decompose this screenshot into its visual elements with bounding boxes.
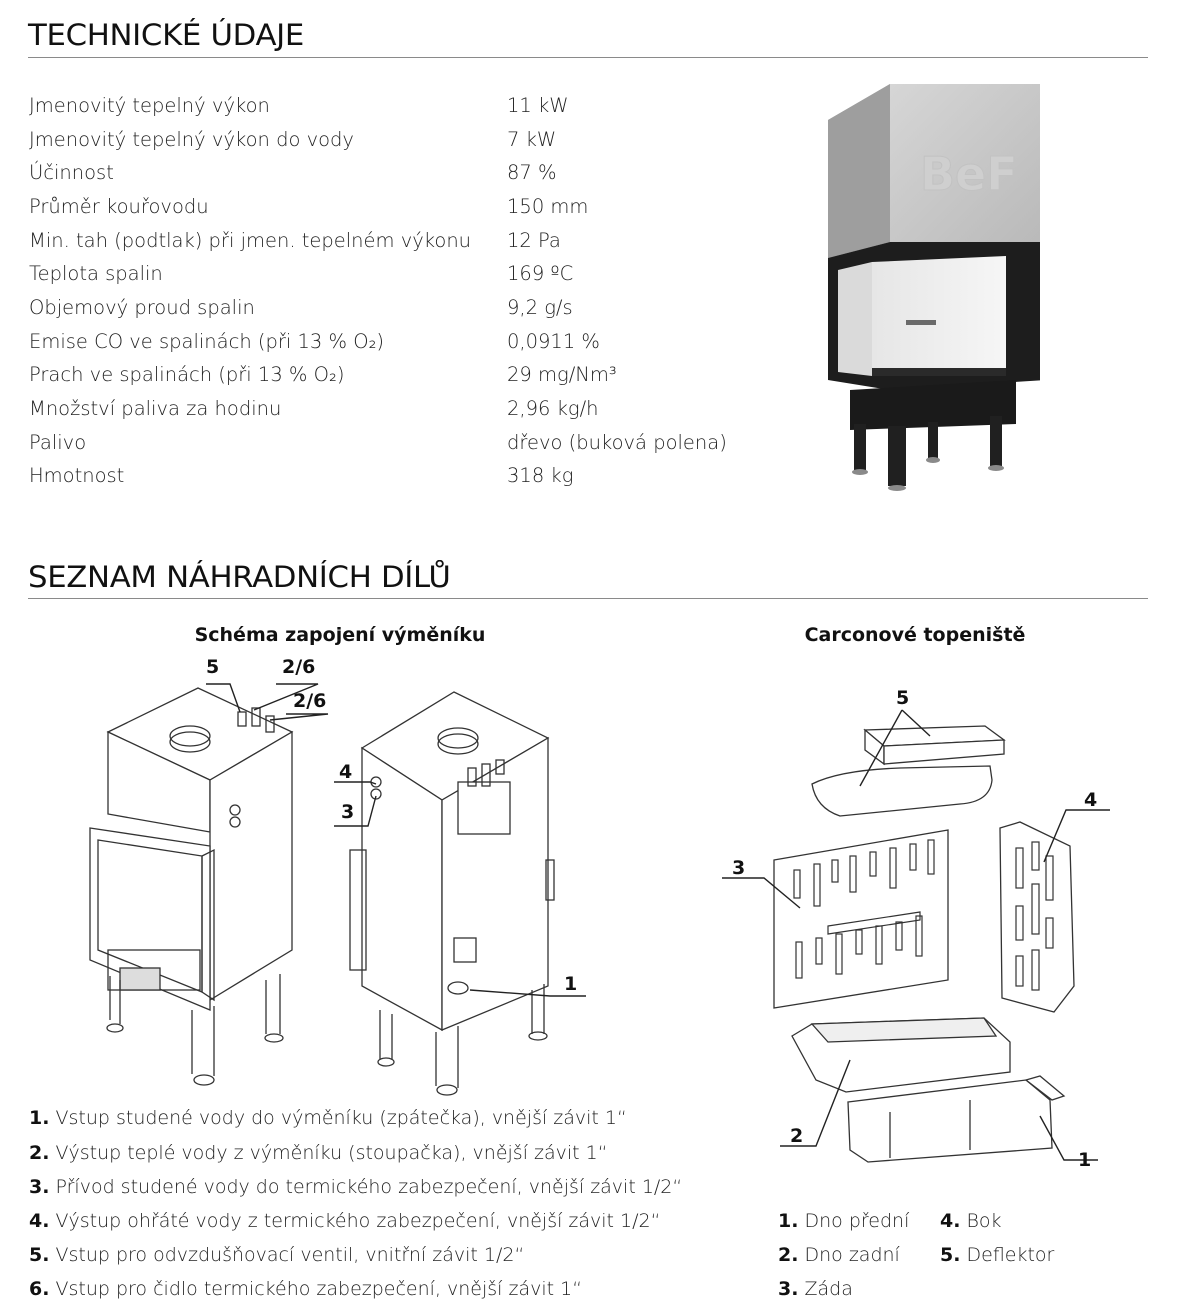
spec-row <box>29 94 769 124</box>
spec-row <box>29 262 769 292</box>
callout-label: 4 <box>1084 789 1098 811</box>
legend-number: 1. <box>778 1210 799 1232</box>
spec-value: 9,2 g/s <box>507 296 573 319</box>
spec-value: 87 % <box>507 161 557 184</box>
legend-text: Vstup studené vody do výměníku (zpátečka), vnější závit 1“ <box>49 1107 627 1129</box>
legend-item <box>778 1244 900 1266</box>
spec-row <box>29 397 769 427</box>
fireplace-product-image <box>820 80 1040 500</box>
legend-number: 2. <box>778 1244 799 1266</box>
spec-label: Hmotnost <box>29 464 125 487</box>
legend-item <box>29 1278 582 1300</box>
legend-number: 1. <box>29 1107 50 1129</box>
legend-text: Bok <box>960 1210 1002 1232</box>
spec-row <box>29 464 769 494</box>
legend-number: 4. <box>29 1210 50 1232</box>
legend-number: 2. <box>29 1142 50 1164</box>
callout-label: 2/6 <box>293 690 327 712</box>
legend-item <box>940 1244 1054 1266</box>
legend-text: Vstup pro čidlo termického zabezpečení, vnější závit 1“ <box>49 1278 583 1300</box>
spec-row <box>29 296 769 326</box>
callout-label: 2 <box>790 1125 804 1147</box>
spec-label: Min. tah (podtlak) při jmen. tepelném výkonu <box>29 229 472 252</box>
spec-value: 12 Pa <box>507 229 561 252</box>
spec-label: Jmenovitý tepelný výkon <box>29 94 270 117</box>
legend-text: Výstup ohřáté vody z termického zabezpečení, vnější závit 1/2“ <box>49 1210 661 1232</box>
legend-item <box>29 1176 682 1198</box>
exchanger-diagram-caption: Schéma zapojení výměníku <box>194 624 486 646</box>
spec-label: Emise CO ve spalinách (při 13 % O₂) <box>29 330 385 353</box>
spec-value: 169 ºC <box>507 262 574 285</box>
spec-label: Množství paliva za hodinu <box>29 397 282 420</box>
spec-label: Palivo <box>29 431 87 454</box>
legend-text: Přívod studené vody do termického zabezpečení, vnější závit 1/2“ <box>49 1176 683 1198</box>
spec-label: Jmenovitý tepelný výkon do vody <box>29 128 354 151</box>
legend-text: Dno přední <box>798 1210 910 1232</box>
parts-section-title: SEZNAM NÁHRADNÍCH DÍLŮ <box>28 560 451 594</box>
exchanger-front-view <box>90 688 292 1085</box>
legend-text: Dno zadní <box>798 1244 900 1266</box>
legend-item <box>778 1210 909 1232</box>
legend-text: Vstup pro odvzdušňovací ventil, vnitřní závit 1/2“ <box>49 1244 525 1266</box>
parts-title-rule <box>28 598 1148 599</box>
spec-row <box>29 431 769 461</box>
brand-mark: BeF <box>920 147 1018 201</box>
firebox-exploded-diagram <box>720 680 1120 1180</box>
spec-value: 0,0911 % <box>507 330 600 353</box>
callout-label: 5 <box>896 687 910 709</box>
spec-row <box>29 161 769 191</box>
legend-number: 3. <box>29 1176 50 1198</box>
exchanger-rear-view <box>350 692 554 1095</box>
firebox-diagram-caption: Carconové topeniště <box>804 624 1026 646</box>
spec-label: Prach ve spalinách (při 13 % O₂) <box>29 363 345 386</box>
legend-item <box>940 1210 1002 1232</box>
legend-text: Deflektor <box>960 1244 1055 1266</box>
spec-row <box>29 195 769 225</box>
tech-section-title: TECHNICKÉ ÚDAJE <box>28 18 305 52</box>
legend-item <box>778 1278 853 1300</box>
callout-label: 1 <box>564 973 578 995</box>
legend-number: 4. <box>940 1210 961 1232</box>
spec-row <box>29 330 769 360</box>
legend-item <box>29 1244 524 1266</box>
legend-item <box>29 1107 627 1129</box>
callout-label: 3 <box>341 801 355 823</box>
legend-number: 6. <box>29 1278 50 1300</box>
callout-label: 2/6 <box>282 656 316 678</box>
spec-label: Teplota spalin <box>29 262 163 285</box>
legend-text: Výstup teplé vody z výměníku (stoupačka), vnější závit 1“ <box>49 1142 608 1164</box>
callout-label: 4 <box>339 761 353 783</box>
spec-value: 2,96 kg/h <box>507 397 599 420</box>
tech-title-rule <box>28 57 1148 58</box>
spec-value: 29 mg/Nm³ <box>507 363 617 386</box>
spec-label: Účinnost <box>29 161 114 184</box>
spec-value: 7 kW <box>507 128 557 151</box>
legend-text: Záda <box>798 1278 853 1300</box>
legend-item <box>29 1210 660 1232</box>
spec-row <box>29 128 769 158</box>
spec-value: 150 mm <box>507 195 589 218</box>
spec-value: 11 kW <box>507 94 569 117</box>
spec-row <box>29 229 769 259</box>
spec-label: Průměr kouřovodu <box>29 195 209 218</box>
spec-row <box>29 363 769 393</box>
spec-value: 318 kg <box>507 464 574 487</box>
legend-number: 3. <box>778 1278 799 1300</box>
callout-label: 1 <box>1078 1149 1092 1171</box>
callout-label: 5 <box>206 656 220 678</box>
spec-label: Objemový proud spalin <box>29 296 255 319</box>
legend-number: 5. <box>940 1244 961 1266</box>
legend-item <box>29 1142 608 1164</box>
legend-number: 5. <box>29 1244 50 1266</box>
callout-label: 3 <box>732 857 746 879</box>
exchanger-connection-diagram <box>80 650 610 1100</box>
spec-value: dřevo (buková polena) <box>507 431 727 454</box>
